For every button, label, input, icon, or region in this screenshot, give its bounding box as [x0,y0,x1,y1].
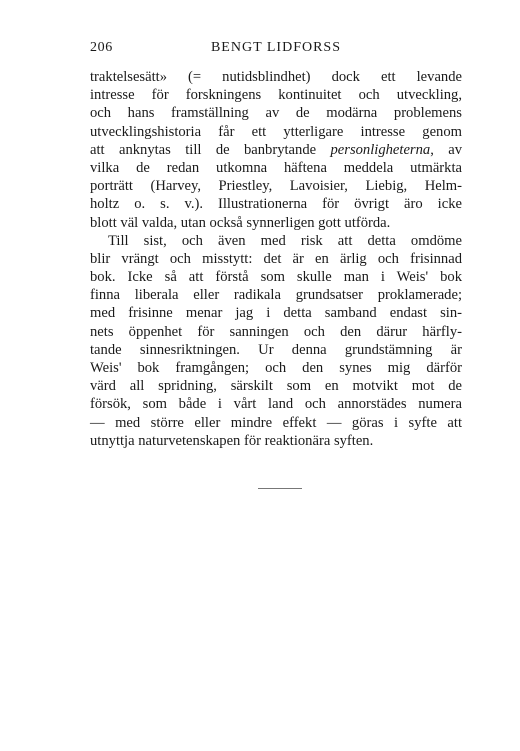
text-line: traktelsesätt» (= nutidsblindhet) dock ett levande [90,69,462,85]
text-line: värd all spridning, särskilt som en motvikt mot de [90,378,462,395]
text-line: tande sinnesriktningen. Ur denna grundstämning är [90,341,462,358]
paragraph-2 [90,232,462,450]
text-line: utnyttja naturvetenskapen för reaktionära syften. [90,432,374,449]
text-line: och hans framställning av de modärna problemens [90,105,462,122]
text-line: — med större eller mindre effekt — göras i syfte att [90,414,462,431]
text-line: holtz o. s. v.). Illustrationerna för övrigt äro icke [90,196,462,213]
text-line: utvecklingshistoria får ett ytterligare intresse genom [90,123,462,140]
text-line: finna liberala eller radikala grundsatser proklamerade; [90,287,462,304]
text-line: Weis' bok framgången; och den synes mig därför [90,360,462,376]
text-line: med frisinne menar jag i detta samband endast sin- [90,305,462,322]
running-head: BENGT LIDFORSS [210,40,342,55]
text-line: blott väl valda, utan också synnerligen gott utförda. [90,214,391,231]
page-number: 206 [90,40,113,55]
text-line: bok. Icke så att förstå som skulle man i Weis' bok [90,269,462,286]
text-line: försök, som både i vårt land och annorstädes numera [90,396,462,413]
text-run: att anknytas till de banbrytande [90,141,331,158]
text-line: vilka de redan utkomna häftena meddela utmärkta [90,159,462,176]
page-header [90,40,462,60]
paragraph-1 [90,68,462,232]
body-text [90,68,462,450]
text-run: , av [430,141,463,158]
text-line: nets öppenhet för sanningen och den därur härfly- [90,323,462,340]
text-line: porträtt (Harvey, Priestley, Lavoisier, Liebig, Helm- [90,178,462,195]
text-line: blir vrängt och misstytt: det är en ärlig och frisinnad [90,250,462,267]
emphasized-word: personligheterna [330,141,431,158]
text-line: intresse för forskningens kontinuitet och utveckling, [90,87,462,104]
text-line: Till sist, och även med risk att detta omdöme [108,232,462,249]
section-divider [258,488,302,489]
text-line [90,141,462,159]
